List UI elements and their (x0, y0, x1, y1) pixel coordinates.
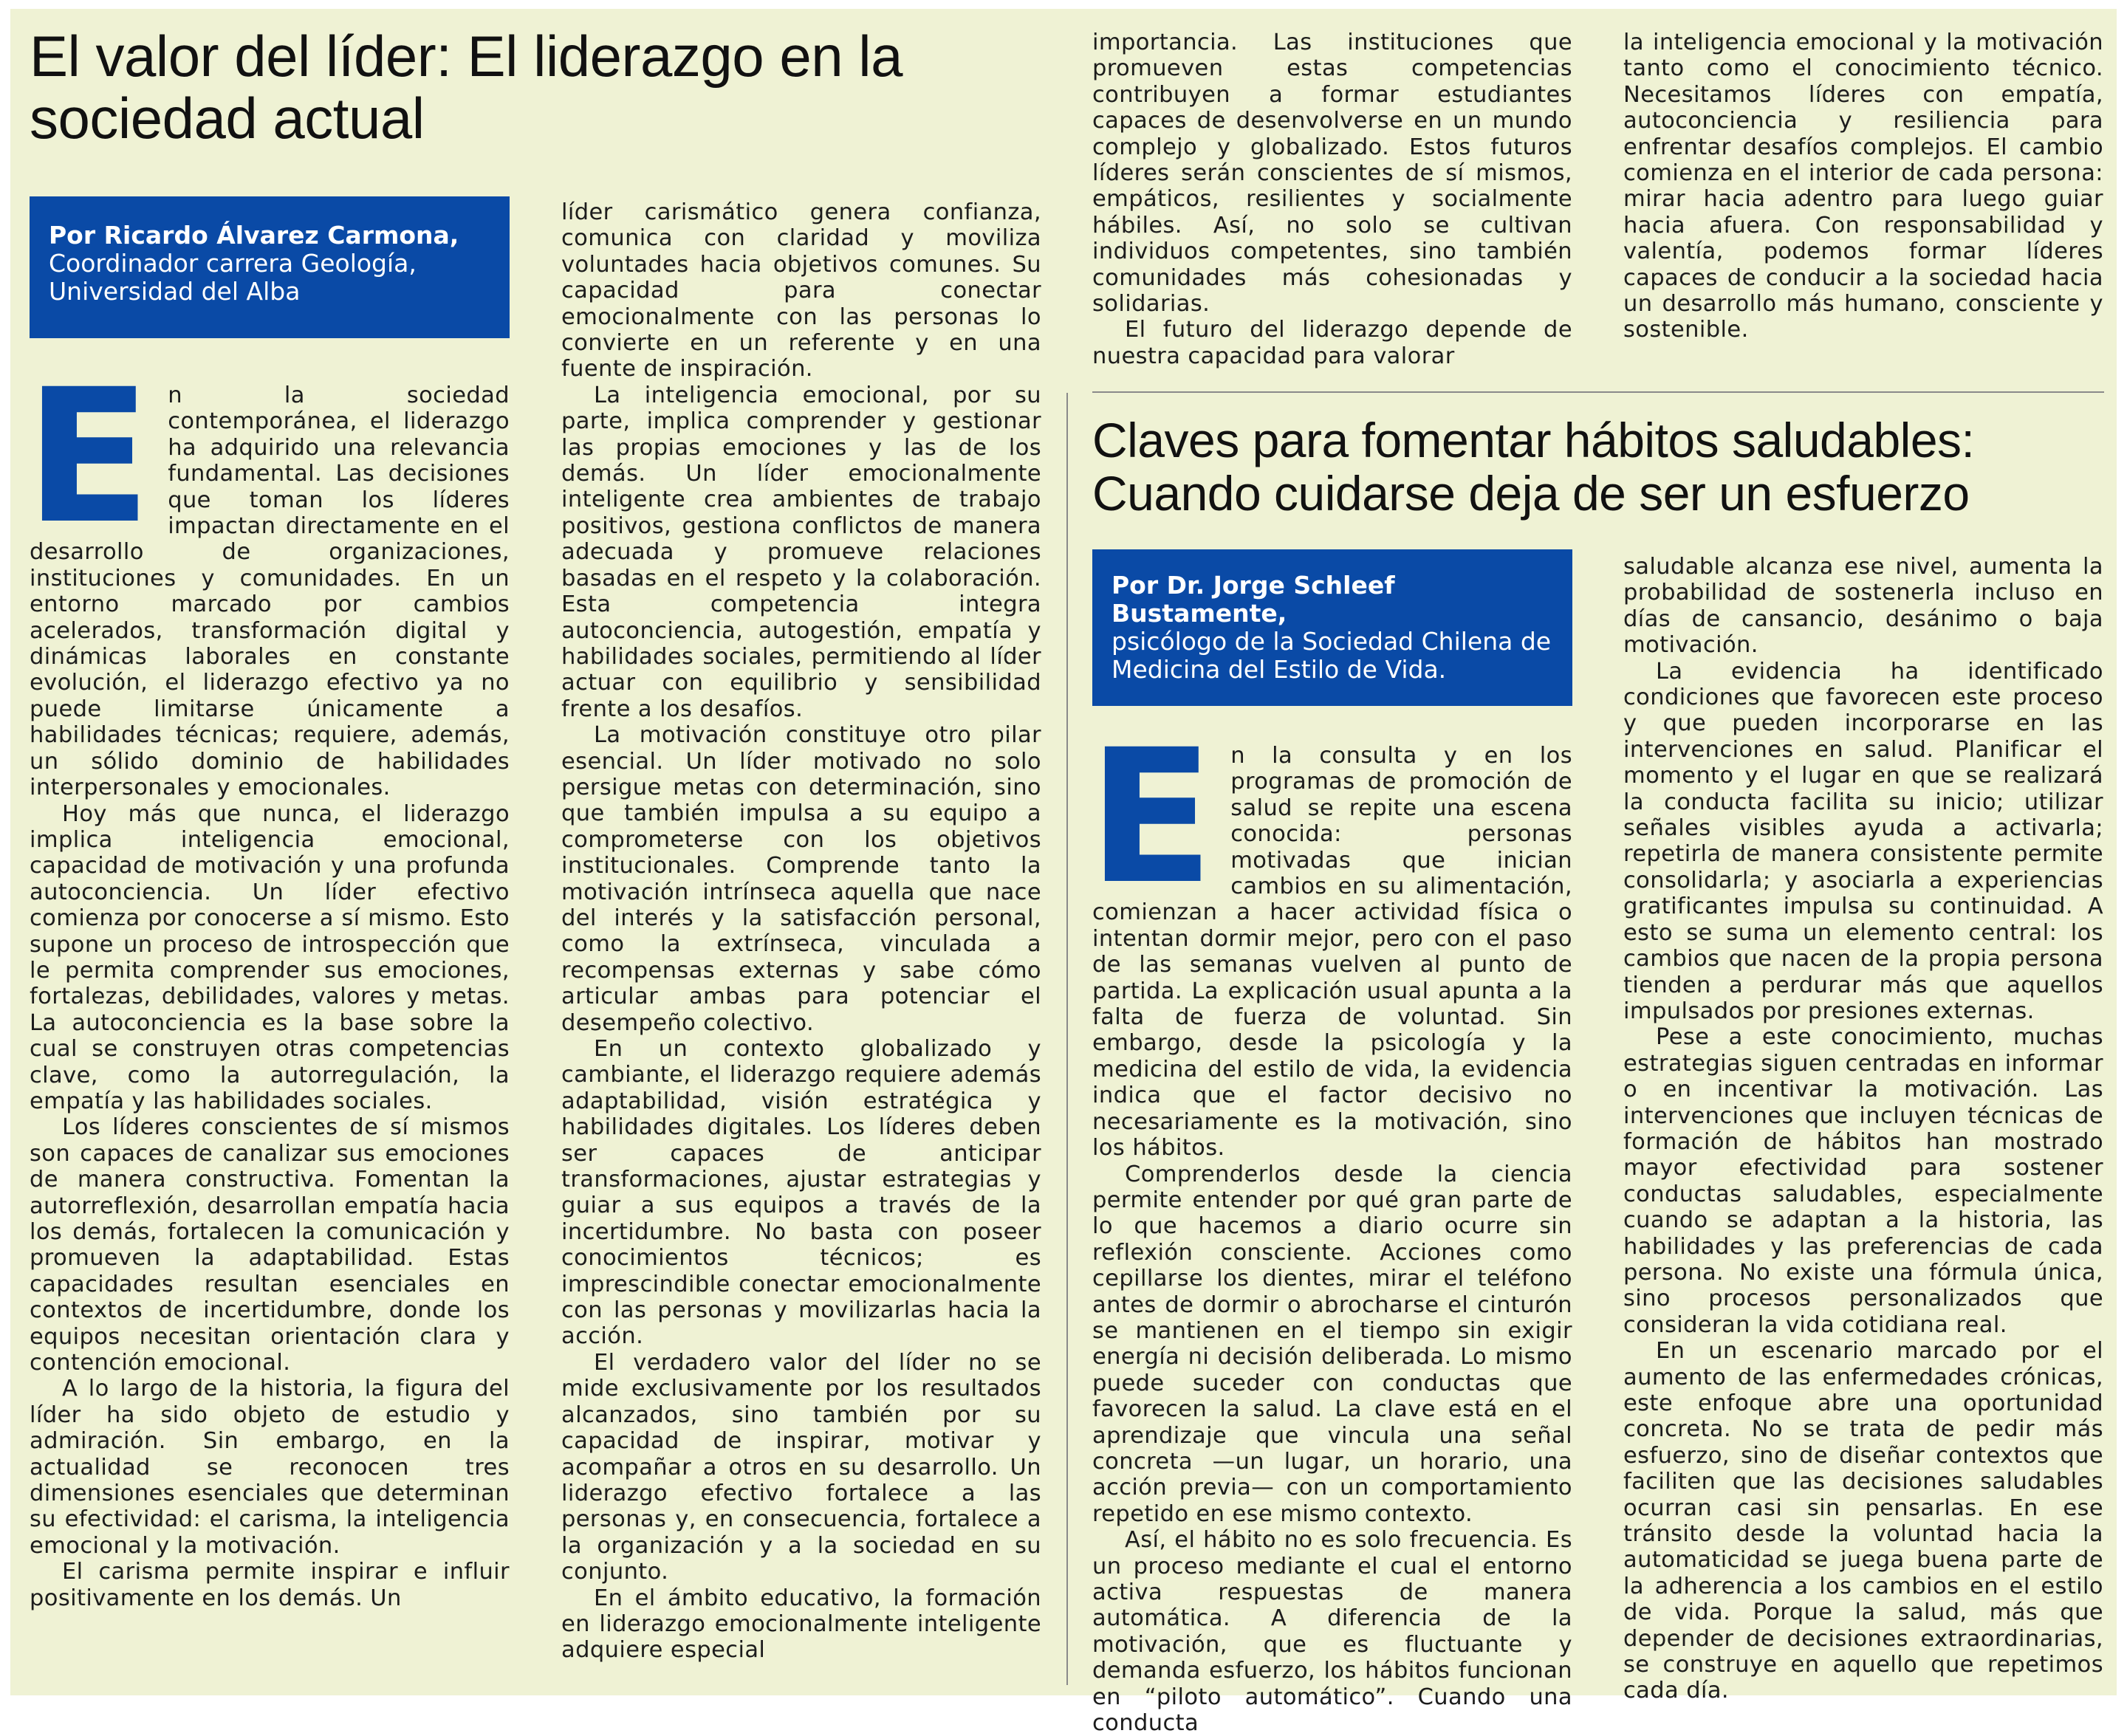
column-divider (1066, 393, 1068, 1685)
author-box (1092, 549, 1572, 706)
paragraph: A lo largo de la historia, la figura del líder ha sido objeto de estudio y admiración. Sin embargo, en la actualidad se reconocen tres dimensiones esenciales que determinan su efectividad: el carisma, la inteligencia emocional y la motivación. (30, 1376, 510, 1559)
paragraph: La inteligencia emocional, por su parte, implica comprender y gestionar las propias emociones y las de los demás. Un líder emocionalmente inteligente crea ambientes de trabajo positivos, gestiona conflictos de manera adecuada y promueve relaciones basadas en el respeto y la colaboración. Esta competencia integra autoconciencia, autogestión, empatía y habilidades sociales, permitiendo al líder actuar con equilibrio y sensibilidad frente a los desafíos. (561, 382, 1041, 722)
author-name: Por Dr. Jorge Schleef Bustamente, (1112, 571, 1395, 628)
paragraph: En el ámbito educativo, la formación en liderazgo emocionalmente inteligente adquiere especial (561, 1585, 1041, 1664)
paragraph: En un escenario marcado por el aumento de las enfermedades crónicas, este enfoque abre una oportunidad concreta. No se trata de pedir más esfuerzo, sino de diseñar contextos que faciliten que las decisiones saludables ocurran casi sin pensarlas. En ese tránsito desde la voluntad hacia la automaticidad se juega buena parte de la adherencia a los cambios en el estilo de vida. Porque la salud, más que depender de decisiones extraordinarias, se construye en aquello que repetimos cada día. (1623, 1338, 2103, 1704)
article-column-2 (561, 199, 1041, 1664)
paragraph: Hoy más que nunca, el liderazgo implica inteligencia emocional, capacidad de motivación y una profunda autoconciencia. Un líder efectivo comienza por conocerse a sí mismo. Esto supone un proceso de introspección que le permita comprender sus emociones, fortalezas, debilidades, valores y metas. La autoconciencia es la base sobre la cual se construyen otras competencias clave, como la autorregulación, la empatía y las habilidades sociales. (30, 800, 510, 1114)
paragraph: líder carismático genera confianza, comunica con claridad y moviliza voluntades hacia objetivos comunes. Su capacidad para conectar emocionalmente con las personas lo convierte en un referente y en una fuente de inspiración. (561, 199, 1041, 382)
paragraph: En un contexto globalizado y cambiante, el liderazgo requiere además adaptabilidad, visión estratégica y habilidades digitales. Los líderes deben ser capaces de anticipar transformaciones, ajustar estrategias y guiar a sus equipos a través de la incertidumbre. No basta con poseer conocimientos técnicos; es imprescindible conectar emocionalmente con las personas y movilizarlas hacia la acción. (561, 1036, 1041, 1350)
drop-cap: E (25, 349, 152, 564)
paragraph: saludable alcanza ese nivel, aumenta la probabilidad de sostenerla incluso en días de cansancio, desánimo o baja motivación. (1623, 554, 2103, 659)
article-title: Claves para fomentar hábitos saludables: Cuando cuidarse deja de ser un esfuerzo (1092, 413, 1975, 521)
paragraph: Comprenderlos desde la ciencia permite entender por qué gran parte de lo que hacemos a diario ocurre sin reflexión consciente. Acciones como cepillarse los dientes, mirar el teléfono antes de dormir o abrocharse el cinturón se mantienen en el tiempo sin exigir energía ni decisión deliberada. Lo mismo puede suceder con conductas que favorecen la salud. La clave está en el aprendizaje que vincula una señal concreta —un lugar, un horario, una acción previa— con un comportamiento repetido en ese mismo contexto. (1092, 1161, 1572, 1527)
author-name: Por Ricardo Álvarez Carmona, (49, 221, 459, 250)
article-column-3 (1092, 30, 1572, 369)
paragraph: La motivación constituye otro pilar esencial. Un líder motivado no solo persigue metas con determinación, sino que también impulsa a su equipo a comprometerse con los objetivos institucionales. Comprende tanto la motivación intrínseca aquella que nace del interés y la satisfacción personal, como la extrínseca, vinculada a recompensas externas y sabe cómo articular ambas para potenciar el desempeño colectivo. (561, 722, 1041, 1036)
article-column-1 (1088, 710, 1572, 1736)
article-column-1 (25, 349, 510, 1611)
paragraph: Así, el hábito no es solo frecuencia. Es un proceso mediante el cual el entorno activa respuestas de manera automática. A diferencia de la motivación, que es fluctuante y demanda esfuerzo, los hábitos funcionan en “piloto automático”. Cuando una conducta (1092, 1527, 1572, 1736)
paragraph: Pese a este conocimiento, muchas estrategias siguen centradas en informar o en incentivar la motivación. Las intervenciones que incluyen técnicas de formación de hábitos han mostrado mayor efectividad para sostener conductas saludables, especialmente cuando se adaptan a la historia, las habilidades y las preferencias de cada persona. No existe una fórmula única, sino procesos personalizados que consideran la vida cotidiana real. (1623, 1024, 2103, 1338)
paragraph: n la consulta y en los programas de promoción de salud se repite una escena conocida: personas motivadas que inician cambios en su alimentación, comienzan a hacer actividad física o intentan dormir mejor, pero con el paso de las semanas vuelven al punto de partida. La explicación usual apunta a la falta de fuerza de voluntad. Sin embargo, desde la psicología y la medicina del estilo de vida, la evidencia indica que el factor decisivo no necesariamente es la motivación, sino los hábitos. (1092, 743, 1572, 1162)
paragraph: n la sociedad contemporánea, el liderazgo ha adquirido una relevancia fundamental. Las decisiones que toman los líderes impactan directamente en el desarrollo de organizaciones, instituciones y comunidades. En un entorno marcado por cambios acelerados, transformación digital y dinámicas laborales en constante evolución, el liderazgo efectivo ya no puede limitarse únicamente a habilidades técnicas; requiere, además, un sólido dominio de habilidades interpersonales y emocionales. (30, 382, 510, 801)
section-divider (1092, 391, 2104, 393)
article-title: El valor del líder: El liderazgo en la sociedad actual (30, 24, 902, 151)
author-role: psicólogo de la Sociedad Chilena de Medicina del Estilo de Vida. (1112, 627, 1552, 684)
author-role: Coordinador carrera Geología, Universidad del Alba (49, 249, 417, 306)
article-column-2 (1623, 554, 2103, 1704)
article-column-4 (1623, 30, 2103, 343)
paragraph: importancia. Las instituciones que promueven estas competencias contribuyen a formar estudiantes capaces de desenvolverse en un mundo complejo y globalizado. Estos futuros líderes serán conscientes de sí mismos, empáticos, resilientes y socialmente hábiles. Así, no solo se cultivan individuos competentes, sino también comunidades más cohesionadas y solidarias. (1092, 30, 1572, 318)
paragraph: El futuro del liderazgo depende de nuestra capacidad para valorar (1092, 317, 1572, 369)
paragraph: El carisma permite inspirar e influir positivamente en los demás. Un (30, 1559, 510, 1611)
paragraph: Los líderes conscientes de sí mismos son capaces de canalizar sus emociones de manera constructiva. Fomentan la autorreflexión, desarrollan empatía hacia los demás, fortalecen la comunicación y promueven la adaptabilidad. Estas capacidades resultan esenciales en contextos de incertidumbre, donde los equipos necesitan orientación clara y contención emocional. (30, 1114, 510, 1376)
newspaper-page (10, 9, 2117, 1736)
paragraph: la inteligencia emocional y la motivación tanto como el conocimiento técnico. Necesitamos líderes con empatía, autoconciencia y resiliencia para enfrentar desafíos complejos. El cambio comienza en el interior de cada persona: mirar hacia adentro para luego guiar hacia afuera. Con responsabilidad y valentía, podemos formar líderes capaces de conducir a la sociedad hacia un desarrollo más humano, consciente y sostenible. (1623, 30, 2103, 343)
author-box (30, 196, 510, 338)
paragraph: La evidencia ha identificado condiciones que favorecen este proceso y que pueden incorporarse en las intervenciones en salud. Planificar el momento y el lugar en que se realizará la conducta facilita su inicio; utilizar señales visibles ayuda a activarla; repetirla de manera consistente permite consolidarla; y asociarla a experiencias gratificantes impulsa su continuidad. A esto se suma un elemento central: los cambios que nacen de la propia persona tienden a perdurar más que aquellos impulsados por presiones externas. (1623, 658, 2103, 1024)
drop-cap: E (1088, 710, 1215, 924)
paragraph: El verdadero valor del líder no se mide exclusivamente por los resultados alcanzados, sino también por su capacidad de inspirar, motivar y acompañar a otros en su desarrollo. Un liderazgo efectivo fortalece a las personas y, en consecuencia, fortalece a la organización y a la sociedad en su conjunto. (561, 1349, 1041, 1585)
